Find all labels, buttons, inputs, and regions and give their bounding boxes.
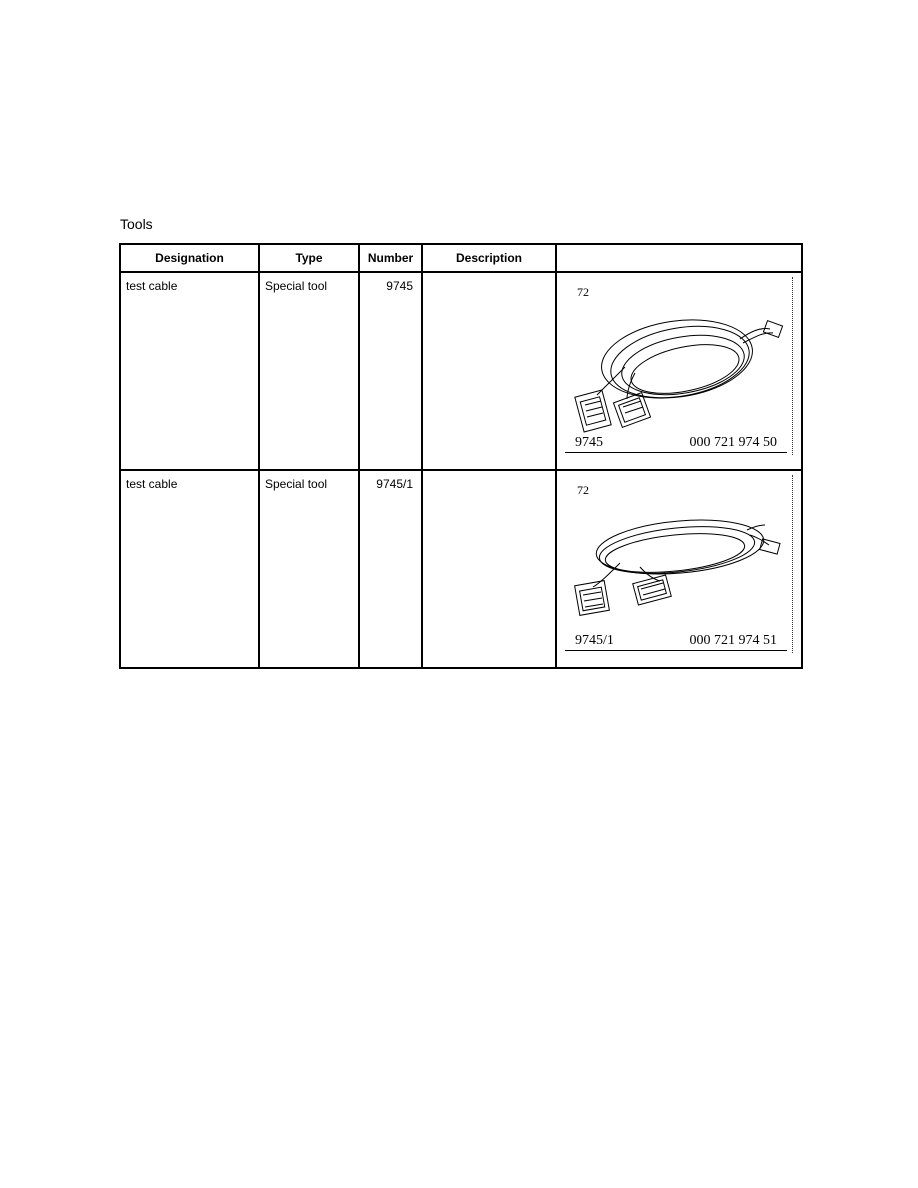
test-cable-illustration-icon [565,475,793,653]
caption-tool-number: 9745 [575,435,603,450]
table-row [120,470,802,668]
tools-table [119,243,803,669]
cell-designation: test cable [120,470,259,668]
illustration-ref: 72 [577,483,589,497]
cell-image [556,470,802,668]
header-description: Description [422,244,556,272]
table-header-row [120,244,802,272]
table-row [120,272,802,470]
caption-part-number: 000 721 974 51 [689,633,777,648]
caption-tool-number: 9745/1 [575,633,614,648]
test-cable-illustration-icon [565,277,793,455]
cell-number: 9745/1 [359,470,422,668]
cell-type: Special tool [259,470,359,668]
header-image [556,244,802,272]
header-type: Type [259,244,359,272]
section-heading: Tools [120,216,153,232]
illustration-ref: 72 [577,285,589,299]
header-number: Number [359,244,422,272]
illustration-caption [565,435,787,453]
illustration-caption [565,633,787,651]
tool-illustration [565,475,793,653]
tool-illustration [565,277,793,455]
cell-image [556,272,802,470]
cell-designation: test cable [120,272,259,470]
cell-type: Special tool [259,272,359,470]
cell-description [422,272,556,470]
cell-number: 9745 [359,272,422,470]
cell-description [422,470,556,668]
caption-part-number: 000 721 974 50 [689,435,777,450]
header-designation: Designation [120,244,259,272]
